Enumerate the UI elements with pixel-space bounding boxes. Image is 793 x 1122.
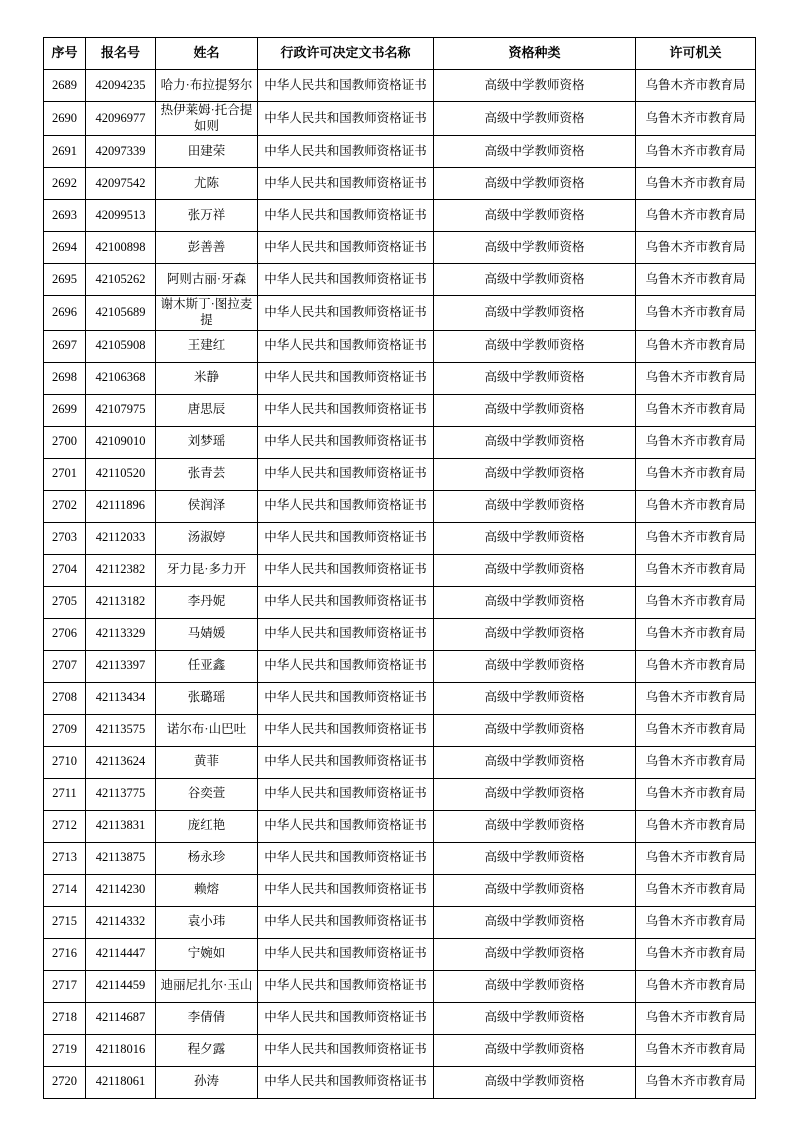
cell-qualification-type: 高级中学教师资格 bbox=[434, 426, 636, 458]
cell-qualification-type: 高级中学教师资格 bbox=[434, 938, 636, 970]
table-row bbox=[44, 426, 756, 458]
cell-serial-number: 2713 bbox=[44, 842, 86, 874]
cell-name: 热伊莱姆·托合提如则 bbox=[156, 102, 258, 136]
cell-licensing-authority: 乌鲁木齐市教育局 bbox=[636, 264, 756, 296]
cell-license-document-title: 中华人民共和国教师资格证书 bbox=[258, 200, 434, 232]
cell-licensing-authority: 乌鲁木齐市教育局 bbox=[636, 1066, 756, 1098]
cell-license-document-title: 中华人民共和国教师资格证书 bbox=[258, 1066, 434, 1098]
cell-licensing-authority: 乌鲁木齐市教育局 bbox=[636, 1002, 756, 1034]
table-row bbox=[44, 1066, 756, 1098]
cell-name: 阿则古丽·牙森 bbox=[156, 264, 258, 296]
cell-qualification-type: 高级中学教师资格 bbox=[434, 394, 636, 426]
cell-serial-number: 2702 bbox=[44, 490, 86, 522]
table-row bbox=[44, 778, 756, 810]
cell-registration-number: 42118016 bbox=[86, 1034, 156, 1066]
cell-registration-number: 42114687 bbox=[86, 1002, 156, 1034]
cell-serial-number: 2710 bbox=[44, 746, 86, 778]
cell-registration-number: 42094235 bbox=[86, 70, 156, 102]
table-row bbox=[44, 296, 756, 330]
table-row bbox=[44, 874, 756, 906]
cell-license-document-title: 中华人民共和国教师资格证书 bbox=[258, 970, 434, 1002]
cell-qualification-type: 高级中学教师资格 bbox=[434, 970, 636, 1002]
cell-license-document-title: 中华人民共和国教师资格证书 bbox=[258, 264, 434, 296]
cell-license-document-title: 中华人民共和国教师资格证书 bbox=[258, 394, 434, 426]
cell-registration-number: 42105262 bbox=[86, 264, 156, 296]
cell-name: 李倩倩 bbox=[156, 1002, 258, 1034]
cell-license-document-title: 中华人民共和国教师资格证书 bbox=[258, 650, 434, 682]
cell-name: 袁小玮 bbox=[156, 906, 258, 938]
table-row bbox=[44, 1002, 756, 1034]
cell-serial-number: 2707 bbox=[44, 650, 86, 682]
cell-licensing-authority: 乌鲁木齐市教育局 bbox=[636, 458, 756, 490]
cell-serial-number: 2709 bbox=[44, 714, 86, 746]
cell-registration-number: 42096977 bbox=[86, 102, 156, 136]
cell-registration-number: 42113624 bbox=[86, 746, 156, 778]
cell-serial-number: 2714 bbox=[44, 874, 86, 906]
cell-qualification-type: 高级中学教师资格 bbox=[434, 874, 636, 906]
cell-qualification-type: 高级中学教师资格 bbox=[434, 746, 636, 778]
cell-license-document-title: 中华人民共和国教师资格证书 bbox=[258, 232, 434, 264]
cell-name: 迪丽尼扎尔·玉山 bbox=[156, 970, 258, 1002]
cell-serial-number: 2701 bbox=[44, 458, 86, 490]
cell-license-document-title: 中华人民共和国教师资格证书 bbox=[258, 682, 434, 714]
cell-qualification-type: 高级中学教师资格 bbox=[434, 296, 636, 330]
cell-qualification-type: 高级中学教师资格 bbox=[434, 810, 636, 842]
cell-licensing-authority: 乌鲁木齐市教育局 bbox=[636, 906, 756, 938]
cell-licensing-authority: 乌鲁木齐市教育局 bbox=[636, 650, 756, 682]
table-row bbox=[44, 102, 756, 136]
cell-license-document-title: 中华人民共和国教师资格证书 bbox=[258, 618, 434, 650]
cell-licensing-authority: 乌鲁木齐市教育局 bbox=[636, 842, 756, 874]
cell-license-document-title: 中华人民共和国教师资格证书 bbox=[258, 714, 434, 746]
cell-licensing-authority: 乌鲁木齐市教育局 bbox=[636, 746, 756, 778]
cell-registration-number: 42105689 bbox=[86, 296, 156, 330]
table-row bbox=[44, 650, 756, 682]
cell-license-document-title: 中华人民共和国教师资格证书 bbox=[258, 296, 434, 330]
cell-registration-number: 42112033 bbox=[86, 522, 156, 554]
cell-qualification-type: 高级中学教师资格 bbox=[434, 618, 636, 650]
cell-registration-number: 42113575 bbox=[86, 714, 156, 746]
cell-registration-number: 42099513 bbox=[86, 200, 156, 232]
cell-license-document-title: 中华人民共和国教师资格证书 bbox=[258, 906, 434, 938]
cell-registration-number: 42113875 bbox=[86, 842, 156, 874]
cell-registration-number: 42113831 bbox=[86, 810, 156, 842]
cell-licensing-authority: 乌鲁木齐市教育局 bbox=[636, 522, 756, 554]
cell-registration-number: 42097542 bbox=[86, 168, 156, 200]
cell-license-document-title: 中华人民共和国教师资格证书 bbox=[258, 458, 434, 490]
cell-license-document-title: 中华人民共和国教师资格证书 bbox=[258, 168, 434, 200]
cell-name: 哈力·布拉提努尔 bbox=[156, 70, 258, 102]
cell-qualification-type: 高级中学教师资格 bbox=[434, 168, 636, 200]
cell-licensing-authority: 乌鲁木齐市教育局 bbox=[636, 102, 756, 136]
cell-licensing-authority: 乌鲁木齐市教育局 bbox=[636, 938, 756, 970]
cell-name: 张青芸 bbox=[156, 458, 258, 490]
cell-serial-number: 2691 bbox=[44, 136, 86, 168]
cell-license-document-title: 中华人民共和国教师资格证书 bbox=[258, 102, 434, 136]
cell-name: 马婧媛 bbox=[156, 618, 258, 650]
cell-name: 侯润泽 bbox=[156, 490, 258, 522]
cell-name: 庞红艳 bbox=[156, 810, 258, 842]
table-row bbox=[44, 714, 756, 746]
cell-name: 李丹妮 bbox=[156, 586, 258, 618]
cell-registration-number: 42114459 bbox=[86, 970, 156, 1002]
cell-registration-number: 42109010 bbox=[86, 426, 156, 458]
cell-license-document-title: 中华人民共和国教师资格证书 bbox=[258, 522, 434, 554]
cell-serial-number: 2703 bbox=[44, 522, 86, 554]
table-row bbox=[44, 810, 756, 842]
column-header-serial-number: 序号 bbox=[44, 38, 86, 70]
table-row bbox=[44, 70, 756, 102]
cell-licensing-authority: 乌鲁木齐市教育局 bbox=[636, 586, 756, 618]
cell-name: 彭善善 bbox=[156, 232, 258, 264]
table-row bbox=[44, 136, 756, 168]
cell-serial-number: 2693 bbox=[44, 200, 86, 232]
table-row bbox=[44, 168, 756, 200]
cell-license-document-title: 中华人民共和国教师资格证书 bbox=[258, 136, 434, 168]
table-row bbox=[44, 970, 756, 1002]
cell-licensing-authority: 乌鲁木齐市教育局 bbox=[636, 682, 756, 714]
table-row bbox=[44, 490, 756, 522]
cell-serial-number: 2699 bbox=[44, 394, 86, 426]
cell-name: 杨永珍 bbox=[156, 842, 258, 874]
cell-qualification-type: 高级中学教师资格 bbox=[434, 522, 636, 554]
cell-registration-number: 42110520 bbox=[86, 458, 156, 490]
cell-licensing-authority: 乌鲁木齐市教育局 bbox=[636, 330, 756, 362]
cell-serial-number: 2698 bbox=[44, 362, 86, 394]
cell-licensing-authority: 乌鲁木齐市教育局 bbox=[636, 810, 756, 842]
cell-license-document-title: 中华人民共和国教师资格证书 bbox=[258, 874, 434, 906]
table-row bbox=[44, 264, 756, 296]
cell-licensing-authority: 乌鲁木齐市教育局 bbox=[636, 232, 756, 264]
cell-serial-number: 2690 bbox=[44, 102, 86, 136]
cell-serial-number: 2694 bbox=[44, 232, 86, 264]
cell-license-document-title: 中华人民共和国教师资格证书 bbox=[258, 842, 434, 874]
cell-qualification-type: 高级中学教师资格 bbox=[434, 136, 636, 168]
cell-qualification-type: 高级中学教师资格 bbox=[434, 102, 636, 136]
cell-license-document-title: 中华人民共和国教师资格证书 bbox=[258, 554, 434, 586]
table-row bbox=[44, 522, 756, 554]
cell-licensing-authority: 乌鲁木齐市教育局 bbox=[636, 970, 756, 1002]
cell-registration-number: 42114332 bbox=[86, 906, 156, 938]
cell-licensing-authority: 乌鲁木齐市教育局 bbox=[636, 394, 756, 426]
table-row bbox=[44, 682, 756, 714]
cell-licensing-authority: 乌鲁木齐市教育局 bbox=[636, 136, 756, 168]
header-row bbox=[44, 38, 756, 70]
table-row bbox=[44, 554, 756, 586]
cell-name: 张万祥 bbox=[156, 200, 258, 232]
cell-serial-number: 2712 bbox=[44, 810, 86, 842]
cell-name: 汤淑婷 bbox=[156, 522, 258, 554]
table-row bbox=[44, 232, 756, 264]
cell-serial-number: 2692 bbox=[44, 168, 86, 200]
cell-qualification-type: 高级中学教师资格 bbox=[434, 264, 636, 296]
cell-license-document-title: 中华人民共和国教师资格证书 bbox=[258, 810, 434, 842]
cell-serial-number: 2719 bbox=[44, 1034, 86, 1066]
table-row bbox=[44, 586, 756, 618]
cell-qualification-type: 高级中学教师资格 bbox=[434, 232, 636, 264]
license-register-table-container bbox=[43, 37, 755, 1099]
cell-name: 张璐瑶 bbox=[156, 682, 258, 714]
table-row bbox=[44, 362, 756, 394]
cell-qualification-type: 高级中学教师资格 bbox=[434, 714, 636, 746]
cell-registration-number: 42113182 bbox=[86, 586, 156, 618]
cell-licensing-authority: 乌鲁木齐市教育局 bbox=[636, 426, 756, 458]
cell-license-document-title: 中华人民共和国教师资格证书 bbox=[258, 938, 434, 970]
cell-license-document-title: 中华人民共和国教师资格证书 bbox=[258, 746, 434, 778]
cell-qualification-type: 高级中学教师资格 bbox=[434, 842, 636, 874]
cell-name: 诺尔布·山巴吐 bbox=[156, 714, 258, 746]
column-header-licensing-authority: 许可机关 bbox=[636, 38, 756, 70]
cell-serial-number: 2706 bbox=[44, 618, 86, 650]
cell-license-document-title: 中华人民共和国教师资格证书 bbox=[258, 1034, 434, 1066]
cell-qualification-type: 高级中学教师资格 bbox=[434, 200, 636, 232]
column-header-name: 姓名 bbox=[156, 38, 258, 70]
cell-qualification-type: 高级中学教师资格 bbox=[434, 650, 636, 682]
cell-name: 米静 bbox=[156, 362, 258, 394]
cell-licensing-authority: 乌鲁木齐市教育局 bbox=[636, 70, 756, 102]
cell-serial-number: 2716 bbox=[44, 938, 86, 970]
cell-name: 谢木斯丁·图拉麦提 bbox=[156, 296, 258, 330]
cell-qualification-type: 高级中学教师资格 bbox=[434, 682, 636, 714]
cell-serial-number: 2717 bbox=[44, 970, 86, 1002]
cell-licensing-authority: 乌鲁木齐市教育局 bbox=[636, 296, 756, 330]
cell-registration-number: 42113397 bbox=[86, 650, 156, 682]
cell-qualification-type: 高级中学教师资格 bbox=[434, 586, 636, 618]
cell-name: 牙力昆·多力开 bbox=[156, 554, 258, 586]
cell-serial-number: 2704 bbox=[44, 554, 86, 586]
cell-serial-number: 2696 bbox=[44, 296, 86, 330]
cell-serial-number: 2695 bbox=[44, 264, 86, 296]
cell-serial-number: 2700 bbox=[44, 426, 86, 458]
table-row bbox=[44, 330, 756, 362]
cell-qualification-type: 高级中学教师资格 bbox=[434, 1002, 636, 1034]
cell-qualification-type: 高级中学教师资格 bbox=[434, 458, 636, 490]
cell-serial-number: 2705 bbox=[44, 586, 86, 618]
cell-registration-number: 42113329 bbox=[86, 618, 156, 650]
table-body bbox=[44, 70, 756, 1099]
table-row bbox=[44, 394, 756, 426]
cell-serial-number: 2689 bbox=[44, 70, 86, 102]
cell-licensing-authority: 乌鲁木齐市教育局 bbox=[636, 490, 756, 522]
cell-qualification-type: 高级中学教师资格 bbox=[434, 490, 636, 522]
table-row bbox=[44, 458, 756, 490]
cell-qualification-type: 高级中学教师资格 bbox=[434, 1066, 636, 1098]
cell-licensing-authority: 乌鲁木齐市教育局 bbox=[636, 362, 756, 394]
cell-qualification-type: 高级中学教师资格 bbox=[434, 778, 636, 810]
cell-licensing-authority: 乌鲁木齐市教育局 bbox=[636, 714, 756, 746]
cell-license-document-title: 中华人民共和国教师资格证书 bbox=[258, 426, 434, 458]
cell-name: 王建红 bbox=[156, 330, 258, 362]
cell-license-document-title: 中华人民共和国教师资格证书 bbox=[258, 586, 434, 618]
cell-name: 赖熔 bbox=[156, 874, 258, 906]
cell-licensing-authority: 乌鲁木齐市教育局 bbox=[636, 200, 756, 232]
cell-licensing-authority: 乌鲁木齐市教育局 bbox=[636, 778, 756, 810]
cell-registration-number: 42114447 bbox=[86, 938, 156, 970]
column-header-license-document-title: 行政许可决定文书名称 bbox=[258, 38, 434, 70]
cell-licensing-authority: 乌鲁木齐市教育局 bbox=[636, 554, 756, 586]
cell-name: 黄菲 bbox=[156, 746, 258, 778]
table-row bbox=[44, 842, 756, 874]
table-row bbox=[44, 618, 756, 650]
cell-qualification-type: 高级中学教师资格 bbox=[434, 1034, 636, 1066]
cell-qualification-type: 高级中学教师资格 bbox=[434, 554, 636, 586]
cell-serial-number: 2697 bbox=[44, 330, 86, 362]
cell-license-document-title: 中华人民共和国教师资格证书 bbox=[258, 362, 434, 394]
cell-registration-number: 42113775 bbox=[86, 778, 156, 810]
cell-registration-number: 42112382 bbox=[86, 554, 156, 586]
cell-qualification-type: 高级中学教师资格 bbox=[434, 906, 636, 938]
cell-serial-number: 2715 bbox=[44, 906, 86, 938]
cell-licensing-authority: 乌鲁木齐市教育局 bbox=[636, 874, 756, 906]
cell-name: 宁婉如 bbox=[156, 938, 258, 970]
cell-serial-number: 2718 bbox=[44, 1002, 86, 1034]
table-row bbox=[44, 200, 756, 232]
license-register-table bbox=[43, 37, 756, 1099]
cell-name: 田建荣 bbox=[156, 136, 258, 168]
cell-qualification-type: 高级中学教师资格 bbox=[434, 330, 636, 362]
cell-registration-number: 42113434 bbox=[86, 682, 156, 714]
cell-registration-number: 42106368 bbox=[86, 362, 156, 394]
cell-registration-number: 42097339 bbox=[86, 136, 156, 168]
cell-license-document-title: 中华人民共和国教师资格证书 bbox=[258, 490, 434, 522]
cell-licensing-authority: 乌鲁木齐市教育局 bbox=[636, 618, 756, 650]
cell-name: 孙涛 bbox=[156, 1066, 258, 1098]
cell-name: 刘梦瑶 bbox=[156, 426, 258, 458]
column-header-qualification-type: 资格种类 bbox=[434, 38, 636, 70]
cell-name: 唐思辰 bbox=[156, 394, 258, 426]
cell-name: 尤陈 bbox=[156, 168, 258, 200]
cell-serial-number: 2708 bbox=[44, 682, 86, 714]
cell-licensing-authority: 乌鲁木齐市教育局 bbox=[636, 1034, 756, 1066]
cell-license-document-title: 中华人民共和国教师资格证书 bbox=[258, 70, 434, 102]
cell-registration-number: 42114230 bbox=[86, 874, 156, 906]
cell-registration-number: 42111896 bbox=[86, 490, 156, 522]
cell-registration-number: 42107975 bbox=[86, 394, 156, 426]
cell-qualification-type: 高级中学教师资格 bbox=[434, 362, 636, 394]
table-row bbox=[44, 906, 756, 938]
cell-license-document-title: 中华人民共和国教师资格证书 bbox=[258, 330, 434, 362]
cell-licensing-authority: 乌鲁木齐市教育局 bbox=[636, 168, 756, 200]
table-row bbox=[44, 746, 756, 778]
cell-name: 程夕露 bbox=[156, 1034, 258, 1066]
cell-name: 谷奕萱 bbox=[156, 778, 258, 810]
column-header-registration-number: 报名号 bbox=[86, 38, 156, 70]
cell-name: 任亚鑫 bbox=[156, 650, 258, 682]
cell-registration-number: 42100898 bbox=[86, 232, 156, 264]
table-row bbox=[44, 938, 756, 970]
cell-registration-number: 42105908 bbox=[86, 330, 156, 362]
cell-registration-number: 42118061 bbox=[86, 1066, 156, 1098]
cell-license-document-title: 中华人民共和国教师资格证书 bbox=[258, 1002, 434, 1034]
cell-license-document-title: 中华人民共和国教师资格证书 bbox=[258, 778, 434, 810]
table-row bbox=[44, 1034, 756, 1066]
cell-serial-number: 2711 bbox=[44, 778, 86, 810]
cell-serial-number: 2720 bbox=[44, 1066, 86, 1098]
cell-qualification-type: 高级中学教师资格 bbox=[434, 70, 636, 102]
